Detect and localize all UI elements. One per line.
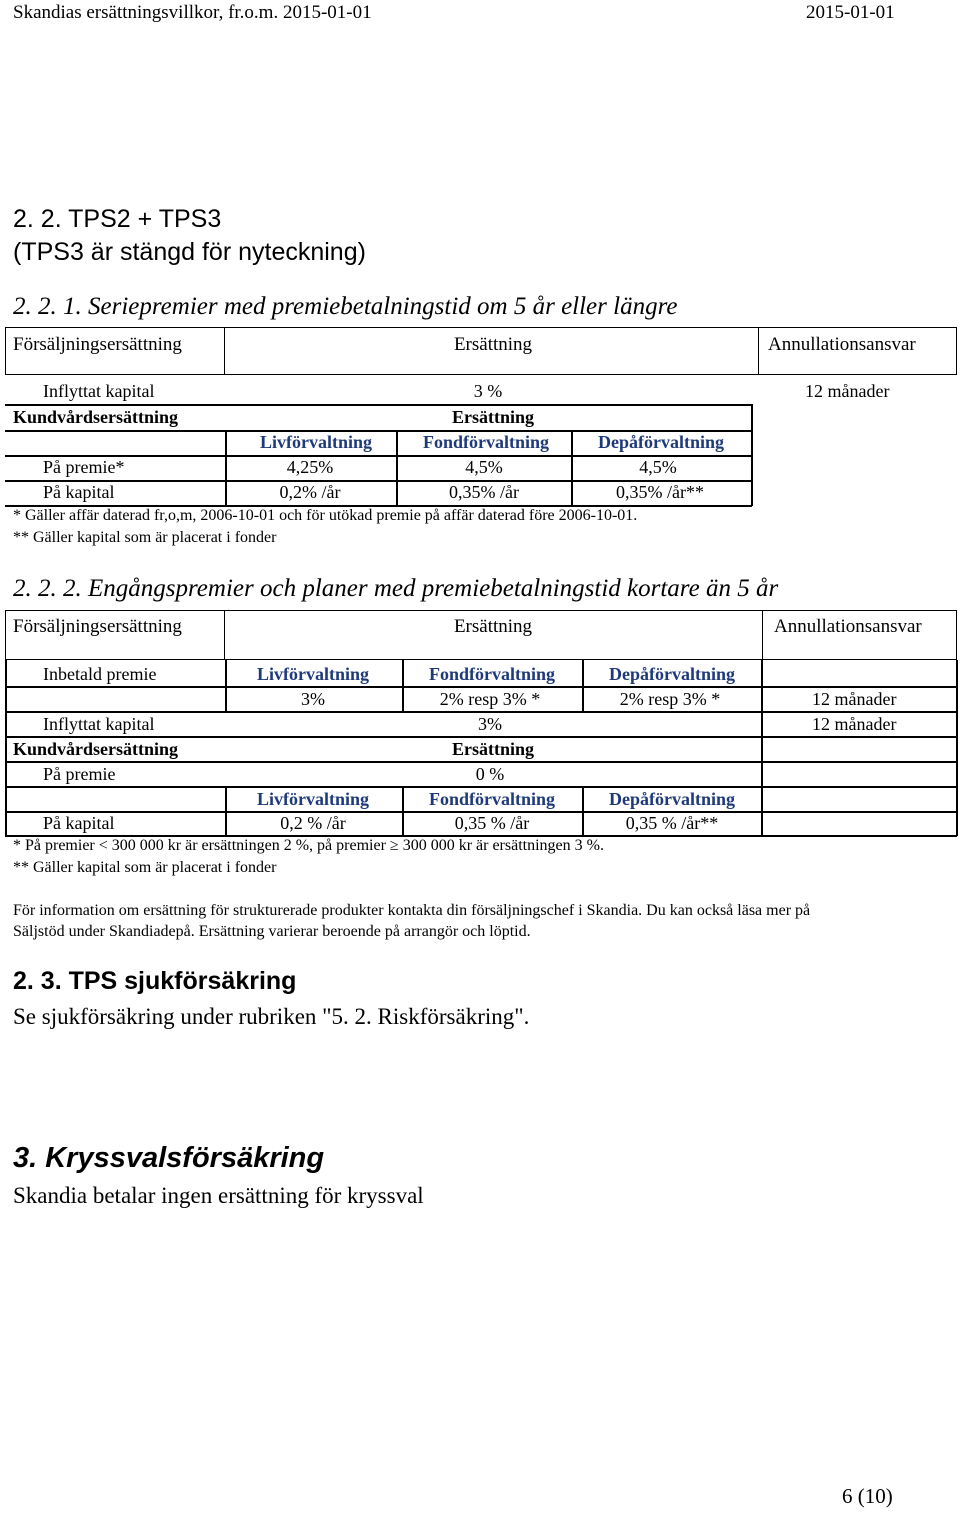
- section-2-3-text: Se sjukförsäkring under rubriken "5. 2. Riskförsäkring".: [13, 1004, 530, 1029]
- table1-col-fond: Fondförvaltning: [422, 432, 550, 452]
- table2-col-depa-2: Depåförvaltning: [609, 789, 735, 809]
- table1-premie-liv: 4,25%: [286, 457, 334, 477]
- table1-premie-label: På premie*: [43, 457, 125, 477]
- table2-premie-label: På premie: [43, 764, 116, 784]
- table2-kapital-fond: 0,35 % /år: [454, 813, 530, 833]
- table2-note-2: ** Gäller kapital som är placerat i fonder: [13, 859, 277, 876]
- table2-paid-fond: 2% resp 3% *: [439, 689, 541, 709]
- table1-col-depa: Depåförvaltning: [598, 432, 724, 452]
- table2-kapital-label: På kapital: [43, 813, 115, 833]
- document-title: Skandias ersättningsvillkor, fr.o.m. 2015-01-01: [13, 2, 372, 23]
- section-2-2-heading: 2. 2. TPS2 + TPS3: [13, 205, 222, 233]
- section-2-3-heading: 2. 3. TPS sjukförsäkring: [13, 967, 297, 995]
- table2-kapital-depa: 0,35 % /år**: [625, 813, 719, 833]
- table2-col-fond-2: Fondförvaltning: [428, 789, 556, 809]
- table2-col-comp: Ersättning: [453, 616, 533, 637]
- table1-premie-fond: 4,5%: [465, 457, 503, 477]
- table1-care-comp: Ersättning: [451, 407, 535, 427]
- table2-kapital-liv: 0,2 % /år: [280, 813, 346, 833]
- table2-col-liv: Livförvaltning: [256, 664, 370, 684]
- table1-kapital-liv: 0,2% /år: [279, 482, 341, 502]
- document-date: 2015-01-01: [806, 2, 895, 23]
- table2-moved-value: 3%: [478, 714, 502, 734]
- section-2-2-subheading: (TPS3 är stängd för nyteckning): [13, 238, 366, 266]
- table2-col-fond: Fondförvaltning: [428, 664, 556, 684]
- table1-col-comp: Ersättning: [453, 334, 533, 355]
- table1-moved-label: Inflyttat kapital: [43, 381, 155, 401]
- section-3-heading: 3. Kryssvalsförsäkring: [13, 1142, 325, 1174]
- table2-care-label: Kundvårdsersättning: [13, 739, 179, 759]
- table1-note-1: * Gäller affär daterad fr,o,m, 2006-10-01 och för utökad premie på affär daterad före 2006-10-01.: [13, 507, 638, 524]
- table2-premie-value: 0 %: [475, 764, 505, 784]
- table2-note-1: * På premier < 300 000 kr är ersättningen 2 %, på premier ≥ 300 000 kr är ersättningen 3 %.: [13, 837, 604, 854]
- table2-moved-label: Inflyttat kapital: [43, 714, 155, 734]
- table2-care-comp: Ersättning: [451, 739, 535, 759]
- section-3-text: Skandia betalar ingen ersättning för kryssval: [13, 1183, 424, 1208]
- table2-col-cancel: Annullationsansvar: [774, 616, 922, 637]
- table2-col-sales: Försäljningsersättning: [13, 616, 182, 637]
- table2-paid-label: Inbetald premie: [43, 664, 157, 684]
- table1-kapital-depa: 0,35% /år**: [616, 482, 704, 502]
- table1-care-label: Kundvårdsersättning: [13, 407, 179, 427]
- table2-col-liv-2: Livförvaltning: [256, 789, 370, 809]
- table2-paid-liv: 3%: [301, 689, 325, 709]
- table1-moved-value: 3 %: [473, 381, 503, 401]
- table1-note-2: ** Gäller kapital som är placerat i fonder: [13, 529, 277, 546]
- table2-paid-depa: 2% resp 3% *: [619, 689, 721, 709]
- table1-kapital-fond: 0,35% /år: [449, 482, 519, 502]
- table1-col-sales: Försäljningsersättning: [13, 334, 182, 355]
- section-2-2-2-heading: 2. 2. 2. Engångspremier och planer med premiebetalningstid kortare än 5 år: [13, 575, 779, 602]
- info-line-2: Säljstöd under Skandiadepå. Ersättning varierar beroende på arrangör och löptid.: [13, 923, 531, 940]
- table1-kapital-label: På kapital: [43, 482, 115, 502]
- table1-premie-depa: 4,5%: [639, 457, 677, 477]
- table2-paid-cancel: 12 månader: [812, 689, 897, 709]
- table2-moved-cancel: 12 månader: [812, 714, 897, 734]
- info-line-1: För information om ersättning för strukturerade produkter kontakta din försäljningschef i Skandia. Du kan också läsa mer på: [13, 902, 811, 919]
- table1-moved-cancel: 12 månader: [805, 381, 890, 401]
- page-number: 6 (10): [842, 1484, 893, 1508]
- table1-col-cancel: Annullationsansvar: [768, 334, 916, 355]
- table2-col-depa: Depåförvaltning: [609, 664, 735, 684]
- section-2-2-1-heading: 2. 2. 1. Seriepremier med premiebetalningstid om 5 år eller längre: [13, 293, 678, 320]
- table1-col-liv: Livförvaltning: [259, 432, 373, 452]
